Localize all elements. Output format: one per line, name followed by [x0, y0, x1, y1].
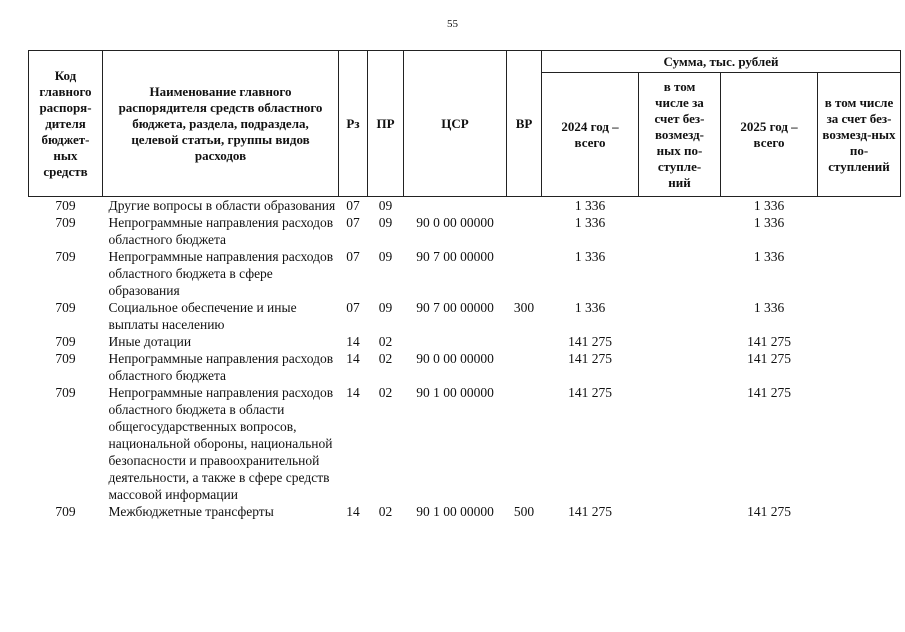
cell-incl-2025 [818, 197, 901, 215]
cell-incl-2025 [818, 333, 901, 350]
cell-code: 709 [55, 504, 76, 519]
cell-name: Социальное обеспечение и иные выплаты населению [108, 300, 297, 332]
header-2025-incl: в том числе за счет без-возмезд-ных по-ступлений [818, 73, 901, 197]
cell-incl-2024 [639, 214, 721, 248]
cell-vr: 500 [513, 504, 535, 519]
cell-sum-2024: 1 336 [574, 300, 606, 315]
cell-incl-2025 [818, 248, 901, 299]
cell-pr: 02 [378, 504, 393, 519]
table-row [29, 333, 901, 350]
cell-incl-2025 [818, 214, 901, 248]
header-2024-incl: в том числе за счет без-возмезд-ных по-ступле-ний [639, 73, 721, 197]
cell-sum-2024: 141 275 [568, 351, 612, 366]
cell-vr [507, 248, 542, 299]
cell-sum-2025: 1 336 [753, 300, 785, 315]
cell-csr: 90 0 00 00000 [416, 351, 494, 366]
cell-name: Иные дотации [108, 334, 192, 349]
header-2024-total: 2024 год – всего [542, 73, 639, 197]
cell-vr [507, 214, 542, 248]
cell-sum-2024: 1 336 [574, 249, 606, 264]
cell-sum-2025: 141 275 [747, 385, 791, 400]
header-sum-group: Сумма, тыс. рублей [542, 51, 901, 73]
cell-pr: 09 [378, 198, 393, 213]
header-vr: ВР [507, 51, 542, 197]
cell-sum-2024: 141 275 [568, 504, 612, 519]
cell-sum-2024: 141 275 [568, 334, 612, 349]
cell-name: Межбюджетные трансферты [108, 504, 274, 519]
cell-pr: 02 [378, 385, 393, 400]
cell-incl-2025 [818, 350, 901, 384]
cell-pr: 09 [378, 249, 393, 264]
cell-sum-2024: 141 275 [568, 385, 612, 400]
cell-rz: 14 [346, 351, 360, 366]
cell-name: Другие вопросы в области образования [108, 198, 336, 213]
table-header [29, 51, 901, 197]
cell-vr [507, 384, 542, 503]
cell-code: 709 [55, 249, 76, 264]
table-row [29, 299, 901, 333]
cell-code: 709 [55, 300, 76, 315]
cell-incl-2025 [818, 503, 901, 520]
cell-rz: 07 [346, 300, 360, 315]
table-row [29, 214, 901, 248]
cell-pr: 02 [378, 334, 393, 349]
cell-vr [507, 350, 542, 384]
table-row [29, 248, 901, 299]
cell-sum-2024: 1 336 [574, 215, 606, 230]
cell-incl-2024 [639, 333, 721, 350]
cell-rz: 14 [346, 504, 360, 519]
header-name: Наименование главного распорядителя средств областного бюджета, раздела, подраздела, целевой статьи, группы видов расходов [103, 51, 339, 197]
cell-sum-2025: 1 336 [753, 249, 785, 264]
cell-sum-2024: 1 336 [574, 198, 606, 213]
cell-sum-2025: 1 336 [753, 215, 785, 230]
cell-code: 709 [55, 334, 76, 349]
cell-pr: 09 [378, 215, 393, 230]
cell-name: Непрограммные направления расходов областного бюджета [108, 215, 334, 247]
header-rz: Рз [339, 51, 368, 197]
table-row [29, 350, 901, 384]
cell-incl-2025 [818, 384, 901, 503]
cell-name: Непрограммные направления расходов областного бюджета в сфере образования [108, 249, 334, 298]
cell-incl-2024 [639, 350, 721, 384]
cell-rz: 07 [346, 215, 360, 230]
cell-incl-2024 [639, 248, 721, 299]
cell-vr [507, 333, 542, 350]
cell-incl-2024 [639, 384, 721, 503]
header-pr: ПР [368, 51, 404, 197]
cell-csr: 90 1 00 00000 [416, 385, 494, 400]
cell-pr: 09 [378, 300, 393, 315]
cell-name: Непрограммные направления расходов областного бюджета в области общегосударственных вопросов, национальной обороны, национальной безопасности и правоохранительной деятельности, а также в сфере средств массовой информации [108, 385, 334, 502]
cell-code: 709 [55, 385, 76, 400]
cell-sum-2025: 141 275 [747, 351, 791, 366]
cell-code: 709 [55, 198, 76, 213]
table-body [29, 197, 901, 521]
cell-rz: 07 [346, 198, 360, 213]
table-row [29, 197, 901, 215]
cell-name: Непрограммные направления расходов областного бюджета [108, 351, 334, 383]
table-row [29, 384, 901, 503]
cell-pr: 02 [378, 351, 393, 366]
cell-incl-2024 [639, 197, 721, 215]
cell-sum-2025: 1 336 [753, 198, 785, 213]
budget-table-container [28, 50, 900, 520]
header-code: Код главного распоря-дителя бюджет-ных средств [29, 51, 103, 197]
cell-code: 709 [55, 351, 76, 366]
cell-csr [404, 333, 507, 350]
cell-csr: 90 7 00 00000 [416, 300, 494, 315]
header-2025-total: 2025 год – всего [721, 73, 818, 197]
table-row [29, 503, 901, 520]
cell-csr: 90 7 00 00000 [416, 249, 494, 264]
cell-incl-2024 [639, 299, 721, 333]
cell-incl-2024 [639, 503, 721, 520]
cell-sum-2025: 141 275 [747, 334, 791, 349]
budget-table [28, 50, 901, 520]
cell-csr [404, 197, 507, 215]
cell-csr: 90 1 00 00000 [416, 504, 494, 519]
cell-rz: 14 [346, 385, 360, 400]
cell-vr: 300 [513, 300, 535, 315]
cell-rz: 14 [346, 334, 360, 349]
cell-vr [507, 197, 542, 215]
cell-csr: 90 0 00 00000 [416, 215, 494, 230]
cell-code: 709 [55, 215, 76, 230]
cell-rz: 07 [346, 249, 360, 264]
page-number: 55 [447, 18, 458, 30]
cell-incl-2025 [818, 299, 901, 333]
header-csr: ЦСР [404, 51, 507, 197]
cell-sum-2025: 141 275 [747, 504, 791, 519]
